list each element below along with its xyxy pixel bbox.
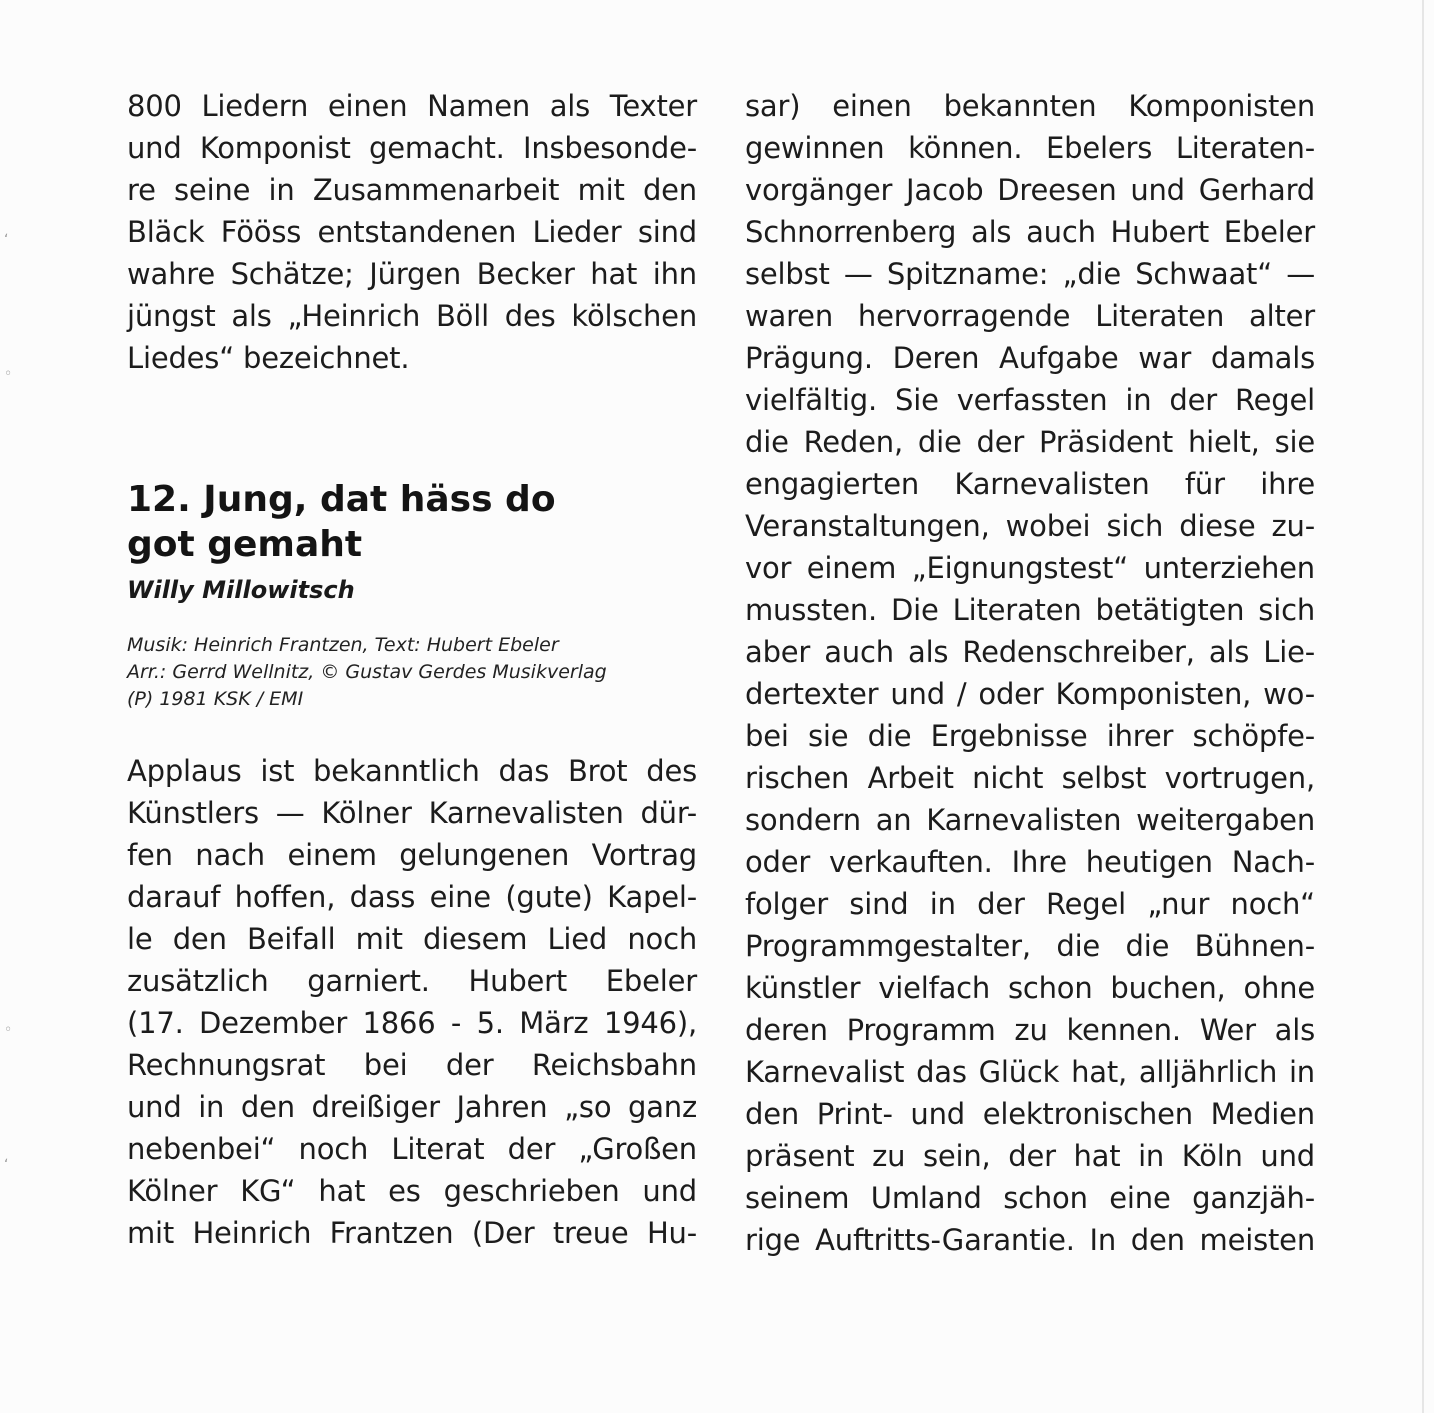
body-text-line: zusätzlich garniert. Hubert Ebeler bbox=[127, 964, 697, 998]
song-credit: Musik: Heinrich Frantzen, Text: Hubert Ebeler bbox=[127, 634, 559, 656]
intro-text-line: jüngst als „Heinrich Böll des kölschen bbox=[127, 299, 697, 333]
body-text-line: die Reden, die der Präsident hielt, sie bbox=[745, 425, 1315, 459]
intro-text-line: Bläck Fööss entstandenen Lieder sind bbox=[127, 215, 697, 249]
song-title: 12. Jung, dat häss do bbox=[127, 479, 556, 520]
intro-text-line: 800 Liedern einen Namen als Texter bbox=[127, 89, 697, 123]
body-text-line: Karnevalist das Glück hat, alljährlich in bbox=[745, 1055, 1315, 1089]
song-credit: Arr.: Gerrd Wellnitz, © Gustav Gerdes Musikverlag bbox=[127, 661, 607, 683]
body-text-line: selbst — Spitzname: „die Schwaat“ — bbox=[745, 257, 1315, 291]
body-text-line: seinem Umland schon eine ganzjäh- bbox=[745, 1181, 1315, 1215]
intro-text-line: wahre Schätze; Jürgen Becker hat ihn bbox=[127, 257, 697, 291]
body-text-line: rischen Arbeit nicht selbst vortrugen, bbox=[745, 761, 1315, 795]
body-text-line: Applaus ist bekanntlich das Brot des bbox=[127, 754, 697, 788]
body-text-line: vielfältig. Sie verfassten in der Regel bbox=[745, 383, 1315, 417]
binding-mark: ʻ bbox=[4, 232, 9, 248]
body-text-line: le den Beifall mit diesem Lied noch bbox=[127, 922, 697, 956]
body-text-line: (17. Dezember 1866 - 5. März 1946), bbox=[127, 1006, 697, 1040]
body-text-line: oder verkauften. Ihre heutigen Nach- bbox=[745, 845, 1315, 879]
body-text-line: deren Programm zu kennen. Wer als bbox=[745, 1013, 1315, 1047]
binding-mark: ◦ bbox=[4, 366, 13, 382]
body-text-line: Kölner KG“ hat es geschrieben und bbox=[127, 1174, 697, 1208]
song-credit: (P) 1981 KSK / EMI bbox=[127, 688, 304, 710]
body-text-line: fen nach einem gelungenen Vortrag bbox=[127, 838, 697, 872]
body-text-line: mussten. Die Literaten betätigten sich bbox=[745, 593, 1315, 627]
body-text-line: engagierten Karnevalisten für ihre bbox=[745, 467, 1315, 501]
body-text-line: präsent zu sein, der hat in Köln und bbox=[745, 1139, 1315, 1173]
body-text-line: Schnorrenberg als auch Hubert Ebeler bbox=[745, 215, 1315, 249]
body-text-line: nebenbei“ noch Literat der „Großen bbox=[127, 1132, 697, 1166]
intro-text-line: Liedes“ bezeichnet. bbox=[127, 341, 410, 375]
body-text-line: folger sind in der Regel „nur noch“ bbox=[745, 887, 1315, 921]
body-text-line: Veranstaltungen, wobei sich diese zu- bbox=[745, 509, 1315, 543]
body-text-line: und in den dreißiger Jahren „so ganz bbox=[127, 1090, 697, 1124]
body-text-line: sar) einen bekannten Komponisten bbox=[745, 89, 1315, 123]
body-text-line: Programmgestalter, die die Bühnen- bbox=[745, 929, 1315, 963]
body-text-line: Künstlers — Kölner Karnevalisten dür- bbox=[127, 796, 697, 830]
intro-text-line: re seine in Zusammenarbeit mit den bbox=[127, 173, 697, 207]
body-text-line: vor einem „Eignungstest“ unterziehen bbox=[745, 551, 1315, 585]
song-title: got gemaht bbox=[127, 524, 363, 565]
body-text-line: rige Auftritts-Garantie. In den meisten bbox=[745, 1223, 1315, 1257]
body-text-line: aber auch als Redenschreiber, als Lie- bbox=[745, 635, 1315, 669]
page-edge-divider bbox=[1422, 0, 1424, 1413]
body-text-line: Prägung. Deren Aufgabe war damals bbox=[745, 341, 1315, 375]
binding-mark: ʻ bbox=[4, 1157, 9, 1173]
binding-mark: ◦ bbox=[4, 1022, 13, 1038]
body-text-line: den Print- und elektronischen Medien bbox=[745, 1097, 1315, 1131]
body-text-line: bei sie die Ergebnisse ihrer schöpfe- bbox=[745, 719, 1315, 753]
body-text-line: gewinnen können. Ebelers Literaten- bbox=[745, 131, 1315, 165]
body-text-line: vorgänger Jacob Dreesen und Gerhard bbox=[745, 173, 1315, 207]
intro-text-line: und Komponist gemacht. Insbesonde- bbox=[127, 131, 697, 165]
body-text-line: mit Heinrich Frantzen (Der treue Hu- bbox=[127, 1216, 697, 1250]
body-text-line: waren hervorragende Literaten alter bbox=[745, 299, 1315, 333]
song-artist: Willy Millowitsch bbox=[127, 576, 355, 604]
body-text-line: darauf hoffen, dass eine (gute) Kapel- bbox=[127, 880, 697, 914]
body-text-line: künstler vielfach schon buchen, ohne bbox=[745, 971, 1315, 1005]
body-text-line: sondern an Karnevalisten weitergaben bbox=[745, 803, 1315, 837]
body-text-line: dertexter und / oder Komponisten, wo- bbox=[745, 677, 1315, 711]
body-text-line: Rechnungsrat bei der Reichsbahn bbox=[127, 1048, 697, 1082]
